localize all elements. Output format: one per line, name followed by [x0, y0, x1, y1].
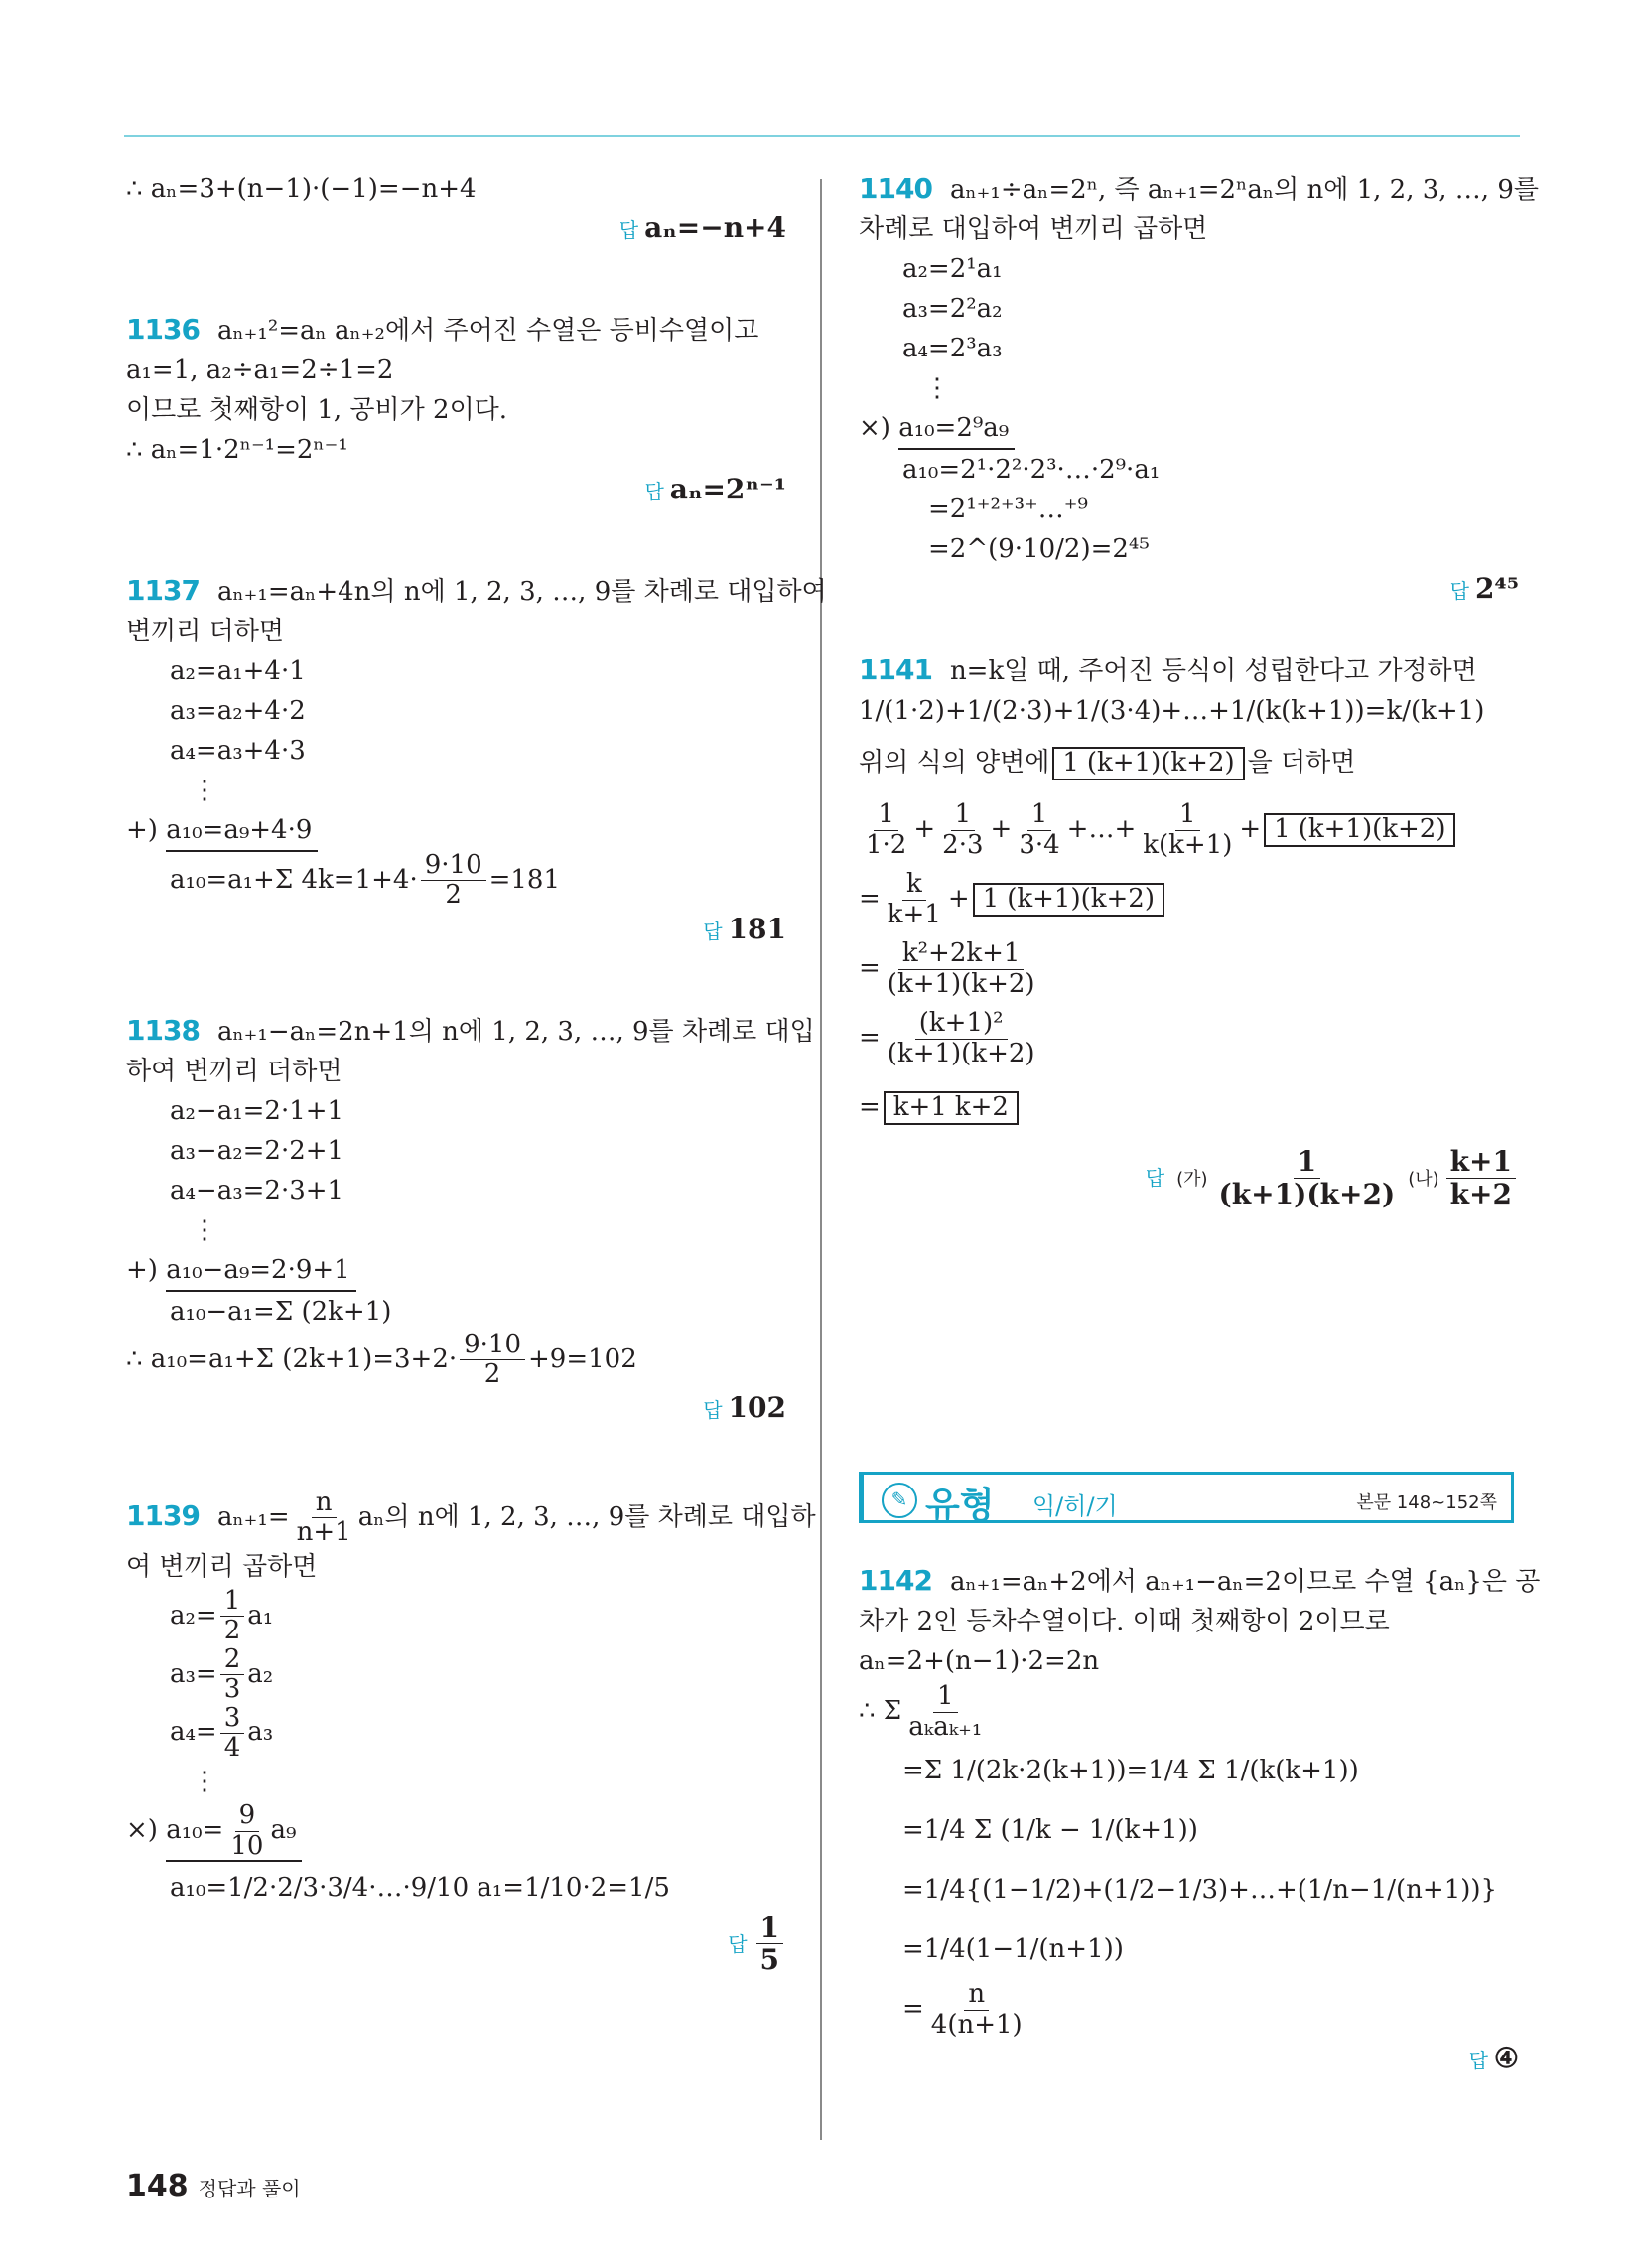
- eq-1140-2: a₃=2²a₂: [902, 294, 1003, 324]
- problem-1136-line-2: a₁=1, a₂÷a₁=2÷1=2: [126, 355, 394, 385]
- problem-1142: [859, 1561, 1541, 2080]
- result-1140-2: =2¹⁺²⁺³⁺…⁺⁹: [928, 495, 1088, 524]
- answer-1137: 답 181: [703, 912, 786, 945]
- problem-1141-sum: 1/(1·2)+1/(2·3)+1/(3·4)+…+1/(k(k+1))=k/(k+1): [859, 696, 1485, 726]
- eq-1139-1: a₂= $\frac{1}{2}$ a₁: [170, 1585, 274, 1646]
- eq-1137-2: a₃=a₂+4·2: [170, 696, 306, 726]
- result-1138-1: a₁₀−a₁=Σ (2k+1): [170, 1296, 392, 1327]
- vdots: ⋮: [192, 776, 217, 805]
- prev-conclusion: ∴ aₙ=3+(n−1)·(−1)=−n+4: [126, 174, 477, 204]
- eq-1137-1: a₂=a₁+4·1: [170, 656, 306, 686]
- problem-1141-line-2: 위의 식의 양변에 1 (k+1)(k+2) 을 더하면: [859, 731, 1519, 794]
- right-column: [859, 169, 1539, 1214]
- problem-1142-step-2: =1/4 Σ (1/k − 1/(k+1)): [902, 1815, 1198, 1845]
- problem-1137-line-1: 1137 aₙ₊₁=aₙ+4n의 n에 1, 2, 3, …, 9를 차례로 대입하여: [126, 574, 827, 607]
- page-number: 148: [126, 2169, 189, 2203]
- answer-1139: 답 $\frac{1}{5}$: [126, 1914, 786, 1975]
- result-1138-2: ∴ a₁₀=a₁+Σ (2k+1)=3+2· $\frac{9\cdot 10}{2}$ +9=102: [126, 1329, 637, 1389]
- eq-1138-2: a₃−a₂=2·2+1: [170, 1135, 344, 1166]
- problem-1138-line-2: 하여 변끼리 더하면: [126, 1056, 342, 1086]
- problem-1142-line-3: aₙ=2+(n−1)·2=2n: [859, 1646, 1100, 1676]
- answer-1140: 답 2⁴⁵: [1449, 572, 1519, 605]
- problem-1139-line-1: 1139 aₙ₊₁= $\frac{n}{n+1}$ aₙ의 n에 1, 2, 3, …, 9를 차례로 대입하: [126, 1488, 816, 1548]
- problem-1142-step-3: =1/4{(1−1/2)+(1/2−1/3)+…+(1/n−1/(n+1))}: [902, 1875, 1498, 1905]
- result-1137: a₁₀=a₁+Σ 4k=1+4· $\frac{9\cdot 10}{2}$ =181: [170, 850, 561, 911]
- problem-1142-line-1: 1142 aₙ₊₁=aₙ+2에서 aₙ₊₁−aₙ=2이므로 수열 {aₙ}은 공: [859, 1564, 1541, 1597]
- result-1140-3: =2^(9·10/2)=2⁴⁵: [928, 534, 1150, 564]
- eq-1137-3: a₄=a₃+4·3: [170, 736, 306, 766]
- vdots: ⋮: [924, 373, 950, 403]
- answer-1135: 답 aₙ=−n+4: [618, 212, 786, 244]
- problem-1136-line-4: ∴ aₙ=1·2ⁿ⁻¹=2ⁿ⁻¹: [126, 435, 348, 465]
- answer-1142: 답 ④: [1468, 2042, 1519, 2074]
- page-footer: [126, 2169, 301, 2203]
- vdots: ⋮: [192, 1767, 217, 1797]
- problem-1142-step-5: = $\frac{n}{4(n+1)}$: [902, 1979, 1023, 2040]
- eq-1138-4: +) a₁₀−a₉=2·9+1: [126, 1250, 786, 1292]
- problem-1142-step-1: =Σ 1/(2k·2(k+1))=1/4 Σ 1/(k(k+1)): [902, 1756, 1359, 1785]
- problem-1141-step-5: = k+1 k+2: [859, 1072, 1519, 1142]
- eq-1138-1: a₂−a₁=2·1+1: [170, 1095, 344, 1126]
- top-rule: [124, 135, 1520, 137]
- problem-1138-line-1: 1138 aₙ₊₁−aₙ=2n+1의 n에 1, 2, 3, …, 9를 차례로 대입: [126, 1013, 815, 1047]
- problem-1142-step-4: =1/4(1−1/(n+1)): [902, 1934, 1124, 1964]
- result-1140-1: a₁₀=2¹·2²·2³·…·2⁹·a₁: [902, 455, 1161, 485]
- problem-1141-line-1: 1141 n=k일 때, 주어진 등식이 성립한다고 가정하면: [859, 653, 1477, 686]
- problem-1139-line-2: 여 변끼리 곱하면: [126, 1551, 318, 1582]
- problem-1141-step-3: = $\frac{\text{k²+2k+1}}{(k+1)(k+2)}$: [859, 938, 1035, 999]
- answer-1136: 답 aₙ=2ⁿ⁻¹: [644, 473, 786, 505]
- pencil-note-icon: ✎: [882, 1483, 917, 1518]
- footer-label: 정답과 풀이: [198, 2177, 301, 2200]
- problem-1140-line-2: 차례로 대입하여 변끼리 곱하면: [859, 214, 1208, 244]
- eq-1139-2: a₃= $\frac{2}{3}$ a₂: [170, 1643, 274, 1705]
- eq-1140-3: a₄=2³a₃: [902, 334, 1003, 363]
- section-pages: 본문 148~152쪽: [1356, 1492, 1497, 1513]
- answer-1138: 답 102: [703, 1391, 786, 1425]
- problem-1136-line-1: 1136 aₙ₊₁²=aₙ aₙ₊₂에서 주어진 수열은 등비수열이고: [126, 313, 759, 346]
- problem-1141-step-1: $\frac{1}{1\cdot 2}$ + $\frac{1}{2\cdot 3}$ + $\frac{1}{3\cdot 4}$ +…+ $\frac{1}{k(k+1)}$ + 1 (k+1)(k+2): [859, 794, 1519, 864]
- problem-1141-step-4: = $\frac{\text{(k+1)²}}{(k+1)(k+2)}$: [859, 1008, 1035, 1068]
- problem-1137-line-2: 변끼리 더하면: [126, 617, 284, 646]
- section-header: [859, 1472, 1514, 1526]
- eq-1140-1: a₂=2¹a₁: [902, 254, 1003, 284]
- problem-1140-line-1: 1140 aₙ₊₁÷aₙ=2ⁿ, 즉 aₙ₊₁=2ⁿaₙ의 n에 1, 2, 3, …, 9를: [859, 172, 1539, 205]
- eq-1139-4: ×) a₁₀= $\frac{9}{10}$ a₉: [126, 1801, 786, 1862]
- problem-1142-line-2: 차가 2인 등차수열이다. 이때 첫째항이 2이므로: [859, 1607, 1390, 1636]
- vdots: ⋮: [192, 1214, 217, 1245]
- eq-1138-3: a₄−a₃=2·3+1: [170, 1175, 344, 1205]
- problem-1136-line-3: 이므로 첫째항이 1, 공비가 2이다.: [126, 395, 508, 425]
- section-subtitle: 익/히/기: [1032, 1492, 1118, 1520]
- eq-1139-3: a₄= $\frac{3}{4}$ a₃: [170, 1702, 274, 1763]
- eq-1137-4: +) a₁₀=a₉+4·9: [126, 810, 786, 852]
- column-divider: [820, 179, 822, 2140]
- left-column: [126, 169, 827, 1977]
- answer-1141: 답 (가) $\frac{1}{(k+1)(k+2)}$ (나) $\frac{k+1}{k+2}$: [859, 1142, 1519, 1214]
- eq-1140-4: ×) a₁₀=2⁹a₉: [859, 408, 1519, 450]
- problem-1142-sum: ∴ Σ $\frac{1}{\text{aₖaₖ₊₁}}$: [859, 1681, 983, 1742]
- result-1139: a₁₀=1/2·2/3·3/4·…·9/10 a₁=1/10·2=1/5: [170, 1872, 670, 1903]
- section-title: 유형: [925, 1486, 995, 1526]
- problem-1141-step-2: = $\frac{k}{k+1}$ + 1 (k+1)(k+2): [859, 864, 1519, 933]
